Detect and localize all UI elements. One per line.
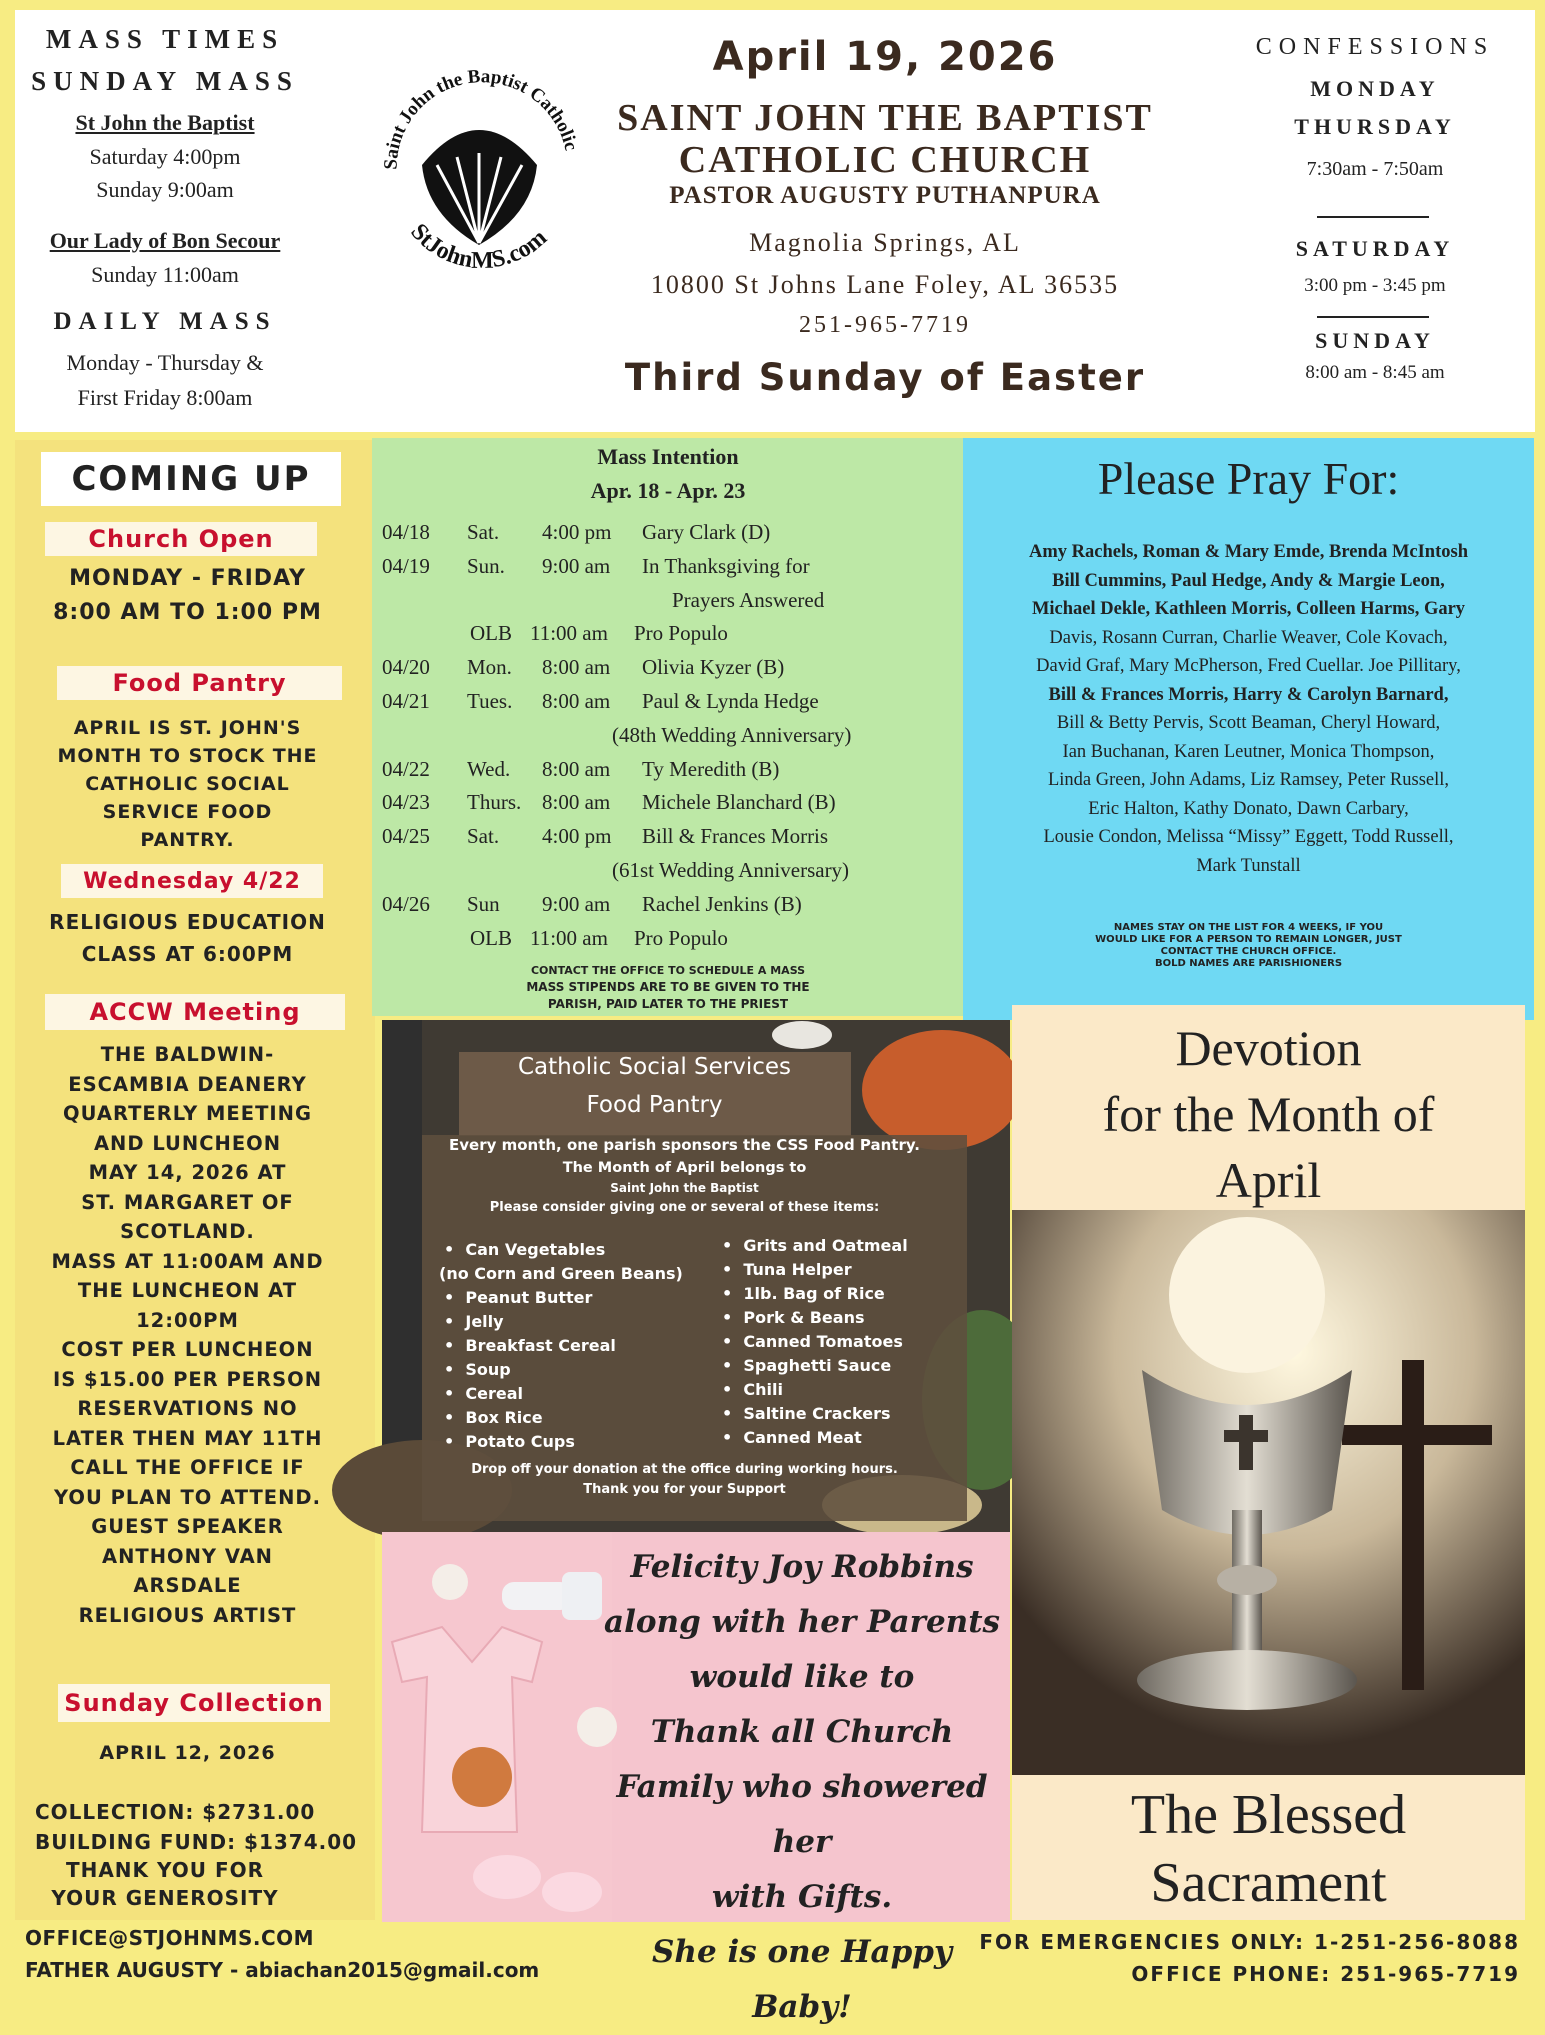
mass-intention-time: 4:00 pm xyxy=(542,520,612,544)
pray-for-panel xyxy=(963,438,1534,1020)
text-line: CLASS AT 6:00PM xyxy=(81,942,294,966)
divider xyxy=(1317,216,1429,218)
mass-intention-time: 8:00 am xyxy=(542,790,611,815)
office-email[interactable]: OFFICE@STJOHNMS.COM xyxy=(25,1926,315,1950)
coming-up-column xyxy=(15,440,375,1920)
names-line: Ian Buchanan, Karen Leutner, Monica Thompson, xyxy=(1062,741,1435,762)
host-icon xyxy=(1169,1217,1325,1373)
devotion-panel xyxy=(1012,1005,1525,1920)
confessions-title: CONFESSIONS xyxy=(1255,34,1495,60)
baby-items-image xyxy=(382,1532,612,1922)
text-line: THE LUNCHEON AT xyxy=(77,1279,298,1302)
bon-secour-label: Our Lady of Bon Secour xyxy=(49,228,281,253)
pantry-item: • Box Rice xyxy=(444,1408,543,1427)
pantry-item: • Grits and Oatmeal xyxy=(722,1236,908,1255)
mass-note-3: PARISH, PAID LATER TO THE PRIEST xyxy=(547,997,789,1011)
office-phone: OFFICE PHONE: 251-965-7719 xyxy=(1131,1962,1520,1986)
mass-intention-intention: Ty Meredith (B) xyxy=(642,756,780,781)
coming-up-title: COMING UP xyxy=(41,452,341,506)
mass-intention-day: Thurs. xyxy=(467,790,522,815)
text-line: QUARTERLY MEETING xyxy=(63,1102,312,1125)
mass-intention-intention: Rachel Jenkins (B) xyxy=(642,891,802,916)
text-line: CALL THE OFFICE IF xyxy=(70,1456,305,1479)
names-line: Bill & Betty Pervis, Scott Beaman, Cheryl Howard, xyxy=(1056,713,1441,733)
names-line: Linda Green, John Adams, Liz Ramsey, Peter Russell, xyxy=(1047,770,1450,790)
confessions-saturday-time: 3:00 pm - 3:45 pm xyxy=(1304,275,1446,296)
mass-intention-intention: (48th Wedding Anniversary) xyxy=(612,722,852,747)
text-line: ARSDALE xyxy=(133,1574,242,1597)
blessed-sacrament-line1: The Blessed xyxy=(1130,1784,1407,1846)
pantry-intro-1: Every month, one parish sponsors the CSS Food Pantry. xyxy=(449,1136,920,1154)
st-john-label: St John the Baptist xyxy=(75,110,255,135)
mass-intention-day: Sat. xyxy=(467,520,500,544)
mass-intention-date: 04/23 xyxy=(382,790,430,815)
mass-intention-day: Sat. xyxy=(467,824,500,849)
chalice-image xyxy=(1012,1210,1525,1775)
mass-intention-date: 04/21 xyxy=(382,689,430,713)
mass-intention-row xyxy=(372,790,964,820)
mass-intention-row xyxy=(372,824,964,854)
collection-date: APRIL 12, 2026 xyxy=(99,1742,276,1764)
text-line: THE BALDWIN- xyxy=(100,1043,275,1066)
names-line: Lousie Condon, Melissa “Missy” Eggett, Todd Russell, xyxy=(1043,827,1454,847)
mass-intention-row xyxy=(372,858,964,888)
mass-intention-time: 9:00 am xyxy=(542,891,611,916)
church-name-line1: SAINT JOHN THE BAPTIST xyxy=(617,97,1153,139)
pantry-title-line2: Food Pantry xyxy=(586,1092,723,1118)
mass-intention-intention: Bill & Frances Morris xyxy=(642,824,829,849)
mass-intention-date: 04/18 xyxy=(382,520,430,544)
bulletin-date: April 19, 2026 xyxy=(712,34,1058,80)
liturgical-sunday-title: Third Sunday of Easter xyxy=(624,356,1146,399)
mass-intention-row xyxy=(372,757,964,787)
mass-times-title: MASS TIMES xyxy=(45,24,285,54)
text-line: SERVICE FOOD xyxy=(102,801,273,823)
text-line: MONTH TO STOCK THE xyxy=(57,745,318,767)
mass-intention-panel xyxy=(372,438,964,1016)
mass-intention-title: Mass Intention xyxy=(597,444,739,469)
mass-intention-time: 8:00 am xyxy=(542,689,611,713)
church-logo xyxy=(367,65,592,280)
names-line: Eric Halton, Kathy Donato, Dawn Carbary, xyxy=(1088,798,1409,819)
confessions-monday: MONDAY xyxy=(1310,76,1440,101)
pantry-footer-2: Thank you for your Support xyxy=(583,1482,786,1497)
mass-intention-intention: (61st Wedding Anniversary) xyxy=(612,858,850,882)
mass-intention-day: OLB xyxy=(470,621,512,646)
mass-intention-row xyxy=(372,621,964,651)
text-line: ESCAMBIA DEANERY xyxy=(68,1072,307,1096)
mass-intention-day: Tues. xyxy=(467,689,513,713)
mass-intention-date: 04/19 xyxy=(382,553,430,578)
mass-intention-intention: In Thanksgiving for xyxy=(642,553,810,578)
pantry-item: • Spaghetti Sauce xyxy=(722,1356,892,1375)
church-phone: 251-965-7719 xyxy=(799,312,971,338)
blessed-sacrament-line2: Sacrament xyxy=(1150,1852,1387,1914)
confessions-sunday: SUNDAY xyxy=(1315,328,1435,353)
food-pantry-label: Food Pantry xyxy=(57,666,342,700)
mass-intention-intention: Gary Clark (D) xyxy=(642,520,771,544)
mass-intention-time: 8:00 am xyxy=(542,756,611,781)
baby-thank-you-card xyxy=(382,1532,1010,2025)
mass-intention-day: Mon. xyxy=(467,655,512,680)
building-fund-amount: BUILDING FUND: $1374.00 xyxy=(35,1830,358,1854)
confessions-sunday-time: 8:00 am - 8:45 am xyxy=(1305,362,1445,383)
pantry-item: • 1lb. Bag of Rice xyxy=(722,1284,885,1303)
mass-intention-day: OLB xyxy=(470,925,512,950)
mass-intention-intention: Olivia Kyzer (B) xyxy=(642,655,785,680)
pantry-title-line1: Catholic Social Services xyxy=(517,1054,792,1080)
text-line: ST. MARGARET OF xyxy=(81,1190,294,1214)
text-line: MAY 14, 2026 AT xyxy=(88,1161,287,1184)
food-pantry-text xyxy=(15,714,360,854)
church-name-line2: CATHOLIC CHURCH xyxy=(678,139,1092,181)
st-john-sunday-time: Sunday 9:00am xyxy=(96,177,234,202)
pray-for-note xyxy=(963,922,1534,970)
mass-intention-time: 4:00 pm xyxy=(542,824,612,849)
text-line: ANTHONY VAN xyxy=(101,1544,274,1568)
text-line: would like to xyxy=(689,1659,915,1695)
pantry-items-left xyxy=(439,1238,683,1454)
mass-intention-intention: Pro Populo xyxy=(634,925,728,950)
pray-for-title: Please Pray For: xyxy=(1097,453,1400,504)
text-line: LATER THEN MAY 11TH xyxy=(52,1426,323,1450)
text-line: with Gifts. xyxy=(711,1879,893,1915)
church-open-hours: 8:00 AM TO 1:00 PM xyxy=(53,600,322,625)
text-line: YOU PLAN TO ATTEND. xyxy=(53,1485,322,1509)
mass-intention-time: 11:00 am xyxy=(530,621,608,646)
mass-intention-range: Apr. 18 - Apr. 23 xyxy=(590,478,746,503)
mass-intention-intention: Pro Populo xyxy=(634,621,728,646)
accw-meeting-text xyxy=(15,1040,360,1630)
mass-intention-time: 9:00 am xyxy=(542,553,611,578)
mass-intention-row xyxy=(372,655,964,685)
text-line: Felicity Joy Robbins xyxy=(630,1549,974,1585)
pantry-intro-2: The Month of April belongs to xyxy=(562,1160,807,1176)
daily-mass-title: DAILY MASS xyxy=(53,308,277,335)
pastor-name: PASTOR AUGUSTY PUTHANPURA xyxy=(669,182,1101,209)
mass-intention-time: 8:00 am xyxy=(542,655,611,680)
mass-intention-time: 11:00 am xyxy=(530,925,608,950)
text-line: Family who showered her xyxy=(616,1769,988,1860)
mass-intention-date: 04/25 xyxy=(382,824,430,849)
mass-intention-date: 04/20 xyxy=(382,655,430,680)
note-line: WOULD LIKE FOR A PERSON TO REMAIN LONGER, JUST xyxy=(1095,934,1402,945)
daily-mass-line1: Monday - Thursday & xyxy=(66,350,264,375)
names-line: Amy Rachels, Roman & Mary Emde, Brenda McIntosh xyxy=(1028,542,1468,562)
pantry-intro-3: Saint John the Baptist xyxy=(610,1181,759,1195)
daily-mass-line2: First Friday 8:00am xyxy=(77,385,253,410)
bon-secour-sunday-time: Sunday 11:00am xyxy=(91,262,239,287)
pantry-item: • Canned Meat xyxy=(722,1428,862,1447)
church-open-days: MONDAY - FRIDAY xyxy=(69,566,306,591)
pantry-item: • Can Vegetables xyxy=(444,1240,606,1259)
mass-intention-date: 04/26 xyxy=(382,891,430,916)
sunday-collection-label: Sunday Collection xyxy=(58,1684,330,1722)
names-line: Bill Cummins, Paul Hedge, Andy & Margie Leon, xyxy=(1052,570,1445,591)
devotion-title-2: for the Month of xyxy=(1102,1086,1435,1142)
mass-intention-row xyxy=(372,554,964,584)
pantry-item: • Chili xyxy=(722,1380,783,1399)
church-city: Magnolia Springs, AL xyxy=(749,228,1021,257)
confessions-weekday-time: 7:30am - 7:50am xyxy=(1306,158,1444,180)
st-john-saturday-time: Saturday 4:00pm xyxy=(89,144,241,169)
mass-intention-date: 04/22 xyxy=(382,756,430,781)
mass-intention-intention: Paul & Lynda Hedge xyxy=(642,689,819,713)
text-line: COST PER LUNCHEON xyxy=(61,1338,314,1361)
text-line: CATHOLIC SOCIAL xyxy=(85,773,290,795)
footer xyxy=(0,1918,1545,2000)
bulletin-header xyxy=(15,10,1535,432)
collection-amount: COLLECTION: $2731.00 xyxy=(35,1800,316,1824)
pantry-items-right xyxy=(722,1234,908,1450)
text-line: RELIGIOUS EDUCATION xyxy=(49,910,326,934)
mass-note-2: MASS STIPENDS ARE TO BE GIVEN TO THE xyxy=(526,980,810,994)
text-line: Thank all Church xyxy=(650,1714,954,1750)
mass-intention-row xyxy=(372,520,964,550)
names-line: Bill & Frances Morris, Harry & Carolyn Barnard, xyxy=(1048,684,1449,705)
text-line: 12:00PM xyxy=(136,1308,239,1332)
religious-education-text xyxy=(15,906,360,970)
pantry-item: • Canned Tomatoes xyxy=(722,1332,903,1351)
pantry-item: • Tuna Helper xyxy=(722,1260,852,1279)
names-line: Davis, Rosann Curran, Charlie Weaver, Cole Kovach, xyxy=(1049,627,1448,648)
mass-intention-intention: Prayers Answered xyxy=(672,587,825,612)
pantry-item: • Potato Cups xyxy=(444,1432,575,1451)
pantry-item: • Cereal xyxy=(444,1384,523,1403)
pantry-item: • Jelly xyxy=(444,1312,504,1331)
pantry-item: • Pork & Beans xyxy=(722,1308,865,1327)
note-line: NAMES STAY ON THE LIST FOR 4 WEEKS, IF YOU xyxy=(1113,922,1384,933)
text-line: along with her Parents xyxy=(604,1604,1000,1640)
sunday-mass-title: SUNDAY MASS xyxy=(31,66,299,96)
names-line: Michael Dekle, Kathleen Morris, Colleen Harms, Gary xyxy=(1031,599,1466,619)
devotion-title-3: April xyxy=(1215,1152,1322,1208)
names-line: Mark Tunstall xyxy=(1196,855,1301,876)
accw-meeting-label: ACCW Meeting xyxy=(45,994,345,1030)
scallop-shell-icon xyxy=(422,130,537,245)
text-line: She is one Happy Baby! xyxy=(652,1934,952,2025)
mass-intention-row xyxy=(372,723,964,753)
text-line: RELIGIOUS ARTIST xyxy=(78,1603,297,1627)
father-email[interactable]: FATHER AUGUSTY - abiachan2015@gmail.com xyxy=(25,1958,540,1982)
logo-arc-text: Saint John the Baptist Catholic xyxy=(380,66,582,170)
mass-intention-day: Sun xyxy=(467,891,500,916)
text-line: APRIL IS ST. JOHN'S xyxy=(73,717,302,739)
wednesday-label: Wednesday 4/22 xyxy=(61,864,323,898)
text-line: GUEST SPEAKER xyxy=(91,1515,284,1538)
pantry-item: • Soup xyxy=(444,1360,511,1379)
text-line: RESERVATIONS NO xyxy=(77,1397,298,1420)
text-line: IS $15.00 PER PERSON xyxy=(52,1367,323,1391)
note-line: CONTACT THE CHURCH OFFICE. xyxy=(1160,946,1337,957)
pantry-intro-4: Please consider giving one or several of these items: xyxy=(489,1200,880,1215)
text-line: SCOTLAND. xyxy=(120,1220,255,1243)
names-line: David Graf, Mary McPherson, Fred Cuellar. Joe Pillitary, xyxy=(1036,656,1461,676)
emergency-phone: FOR EMERGENCIES ONLY: 1-251-256-8088 xyxy=(979,1930,1520,1954)
pantry-item: • Saltine Crackers xyxy=(722,1404,891,1423)
confessions-thursday: THURSDAY xyxy=(1294,114,1456,139)
text-line: PANTRY. xyxy=(140,829,235,851)
logo-url-text: StJohnMS.com xyxy=(405,218,553,274)
mass-intention-row xyxy=(372,892,964,922)
church-address: 10800 St Johns Lane Foley, AL 36535 xyxy=(650,270,1120,299)
pantry-item: • Breakfast Cereal xyxy=(444,1336,616,1355)
confessions-saturday: SATURDAY xyxy=(1295,236,1455,261)
divider xyxy=(1317,316,1429,318)
church-open-label: Church Open xyxy=(45,522,317,556)
mass-intention-intention: Michele Blanchard (B) xyxy=(642,790,836,815)
thank-you-line1: THANK YOU FOR xyxy=(65,1858,265,1882)
mass-note-1: CONTACT THE OFFICE TO SCHEDULE A MASS xyxy=(530,964,806,977)
pantry-footer-1: Drop off your donation at the office during working hours. xyxy=(471,1462,898,1477)
pantry-item: (no Corn and Green Beans) xyxy=(439,1264,683,1283)
devotion-title-1: Devotion xyxy=(1175,1020,1362,1076)
pantry-item: • Peanut Butter xyxy=(444,1288,593,1307)
text-line: AND LUNCHEON xyxy=(93,1131,282,1155)
note-line: BOLD NAMES ARE PARISHIONERS xyxy=(1154,958,1343,969)
text-line: MASS AT 11:00AM AND xyxy=(51,1249,324,1273)
mass-intention-row xyxy=(372,926,964,956)
pray-for-names xyxy=(963,538,1534,880)
mass-intention-row xyxy=(372,689,964,719)
mass-intention-row xyxy=(372,588,964,618)
thank-you-line2: YOUR GENEROSITY xyxy=(51,1886,279,1910)
mass-intention-day: Wed. xyxy=(467,756,511,781)
food-pantry-flyer xyxy=(382,1020,1010,1532)
mass-intention-day: Sun. xyxy=(467,553,505,578)
